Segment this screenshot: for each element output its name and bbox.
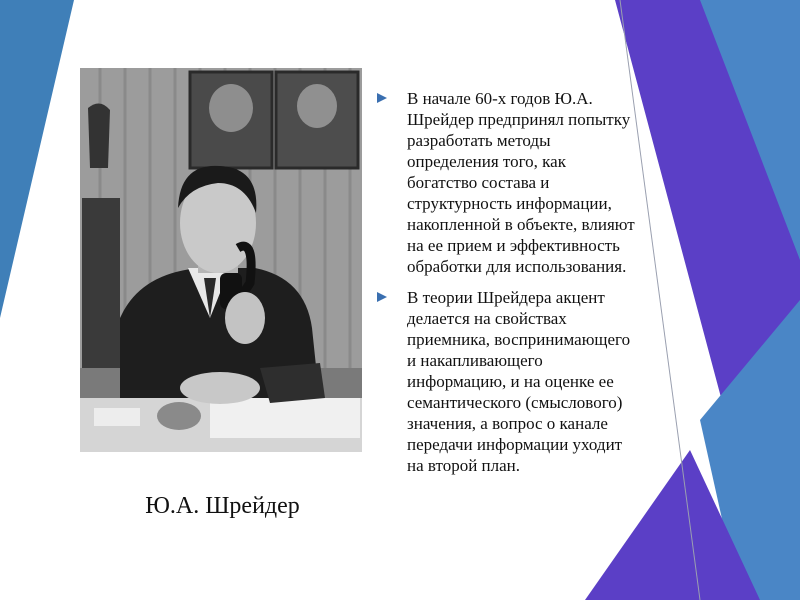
portrait-photo xyxy=(80,68,362,452)
portrait-image xyxy=(80,68,362,452)
bullet-text: В начале 60-х годов Ю.А. Шрейдер предпринял попытку разработать методы определения того, как богатство состава и структурность информации, накопленной в объекте, влияют на ее прием и эффективность обработки для использования. xyxy=(407,89,635,276)
bullet-item xyxy=(376,88,638,277)
triangle-bullet-icon xyxy=(376,92,388,104)
bullet-item xyxy=(376,287,638,476)
triangle-bullet-icon xyxy=(376,291,388,303)
bullet-text: В теории Шрейдера акцент делается на свойствах приемника, воспринимающего и накапливающего информацию, и на оценке ее семантического (смыслового) значения, а вопрос о канале передачи информации уходит на второй план. xyxy=(407,288,631,475)
bullet-list xyxy=(376,88,638,486)
photo-caption: Ю.А. Шрейдер xyxy=(145,493,300,519)
left-blue-shape xyxy=(0,0,74,318)
